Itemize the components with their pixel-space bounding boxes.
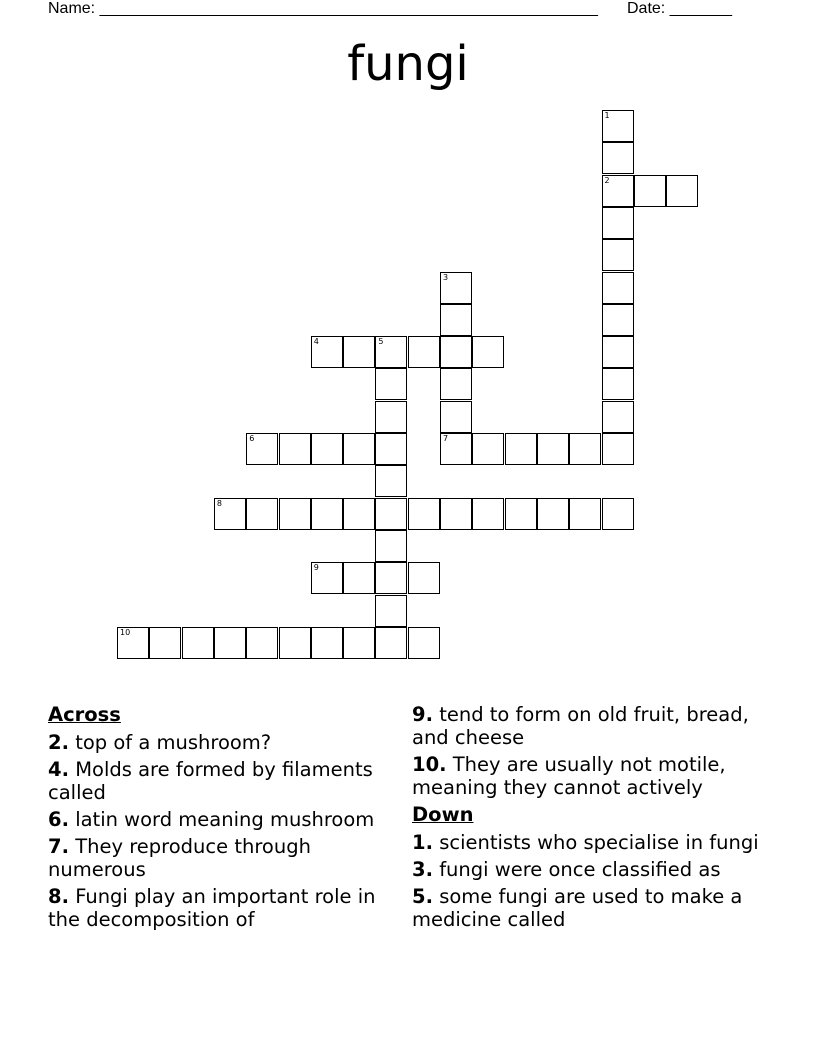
across-clue xyxy=(48,835,388,881)
crossword-cell[interactable] xyxy=(375,401,407,433)
clue-text: fungi were once classified as xyxy=(439,858,721,881)
clue-number-label: 5 xyxy=(378,337,384,347)
crossword-cell[interactable] xyxy=(375,595,407,627)
clue-number: 4. xyxy=(48,758,69,781)
clue-text: scientists who specialise in fungi xyxy=(439,831,759,854)
crossword-cell[interactable] xyxy=(602,401,634,433)
crossword-cell[interactable] xyxy=(214,627,246,659)
crossword-cell[interactable] xyxy=(440,304,472,336)
crossword-cell[interactable] xyxy=(343,498,375,530)
crossword-cell[interactable] xyxy=(602,304,634,336)
clue-number: 1. xyxy=(412,831,433,854)
crossword-cell[interactable] xyxy=(375,498,407,530)
crossword-cell[interactable] xyxy=(149,627,181,659)
across-clue xyxy=(412,703,762,749)
crossword-cell[interactable] xyxy=(214,498,246,530)
clue-text: latin word meaning mushroom xyxy=(75,808,375,831)
crossword-cell[interactable] xyxy=(505,433,537,465)
crossword-cell[interactable] xyxy=(440,433,472,465)
crossword-cell[interactable] xyxy=(602,110,634,142)
across-clue xyxy=(48,758,388,804)
crossword-cell[interactable] xyxy=(246,627,278,659)
crossword-cell[interactable] xyxy=(602,433,634,465)
clue-text: They are usually not motile, meaning they cannot actively xyxy=(412,753,726,799)
clues-right-column xyxy=(412,703,762,935)
crossword-cell[interactable] xyxy=(440,272,472,304)
crossword-cell[interactable] xyxy=(375,368,407,400)
crossword-cell[interactable] xyxy=(602,498,634,530)
clue-number: 5. xyxy=(412,885,433,908)
crossword-cell[interactable] xyxy=(602,207,634,239)
down-heading: Down xyxy=(412,803,474,826)
crossword-cell[interactable] xyxy=(602,272,634,304)
clue-text: top of a mushroom? xyxy=(75,731,272,754)
crossword-cell[interactable] xyxy=(246,433,278,465)
crossword-cell[interactable] xyxy=(375,627,407,659)
crossword-cell[interactable] xyxy=(311,498,343,530)
crossword-cell[interactable] xyxy=(375,433,407,465)
crossword-cell[interactable] xyxy=(182,627,214,659)
crossword-cell[interactable] xyxy=(311,562,343,594)
crossword-cell[interactable] xyxy=(343,627,375,659)
clue-number-label: 9 xyxy=(313,563,319,573)
crossword-cell[interactable] xyxy=(343,433,375,465)
across-clue xyxy=(48,731,388,754)
crossword-cell[interactable] xyxy=(472,336,504,368)
crossword-cell[interactable] xyxy=(569,498,601,530)
crossword-cell[interactable] xyxy=(117,627,149,659)
crossword-cell[interactable] xyxy=(246,498,278,530)
clues-left-column xyxy=(48,703,388,935)
crossword-cell[interactable] xyxy=(537,433,569,465)
clue-number-label: 3 xyxy=(443,272,449,282)
crossword-cell[interactable] xyxy=(408,498,440,530)
crossword-cell[interactable] xyxy=(408,627,440,659)
clue-number: 9. xyxy=(412,703,433,726)
crossword-cell[interactable] xyxy=(279,433,311,465)
down-clue xyxy=(412,858,762,881)
clue-number-label: 4 xyxy=(313,337,319,347)
crossword-cell[interactable] xyxy=(279,627,311,659)
crossword-cell[interactable] xyxy=(666,175,698,207)
crossword-cell[interactable] xyxy=(602,336,634,368)
crossword-cell[interactable] xyxy=(440,498,472,530)
crossword-cell[interactable] xyxy=(440,368,472,400)
crossword-cell[interactable] xyxy=(505,498,537,530)
across-heading: Across xyxy=(48,703,121,726)
down-clue xyxy=(412,831,762,854)
crossword-cell[interactable] xyxy=(343,336,375,368)
crossword-cell[interactable] xyxy=(375,465,407,497)
crossword-cell[interactable] xyxy=(279,498,311,530)
clue-text: They reproduce through numerous xyxy=(48,835,311,881)
clue-number: 7. xyxy=(48,835,69,858)
clue-number-label: 6 xyxy=(249,434,255,443)
crossword-cell[interactable] xyxy=(602,175,634,207)
across-clue xyxy=(48,885,388,931)
crossword-cell[interactable] xyxy=(472,498,504,530)
clue-number-label: 2 xyxy=(604,175,610,185)
clue-number: 3. xyxy=(412,858,433,881)
crossword-cell[interactable] xyxy=(602,142,634,174)
crossword-cell[interactable] xyxy=(375,530,407,562)
clue-number: 2. xyxy=(48,731,69,754)
crossword-cell[interactable] xyxy=(408,562,440,594)
crossword-cell[interactable] xyxy=(602,368,634,400)
crossword-cell[interactable] xyxy=(408,336,440,368)
across-clue xyxy=(48,808,388,831)
clue-number-label: 1 xyxy=(604,111,610,120)
clue-number: 10. xyxy=(412,753,447,776)
crossword-cell[interactable] xyxy=(440,336,472,368)
clue-text: some fungi are used to make a medicine called xyxy=(412,885,743,931)
crossword-cell[interactable] xyxy=(311,336,343,368)
clue-number: 6. xyxy=(48,808,69,831)
clue-number-label: 7 xyxy=(443,434,449,443)
crossword-cell[interactable] xyxy=(472,433,504,465)
clue-text: tend to form on old fruit, bread, and cheese xyxy=(412,703,749,749)
crossword-cell[interactable] xyxy=(311,433,343,465)
crossword-cell[interactable] xyxy=(343,562,375,594)
date-field-label: Date: _______ xyxy=(627,0,732,17)
crossword-cell[interactable] xyxy=(634,175,666,207)
crossword-cell[interactable] xyxy=(602,239,634,271)
crossword-cell[interactable] xyxy=(375,336,407,368)
crossword-cell[interactable] xyxy=(311,627,343,659)
clue-number-label: 8 xyxy=(216,498,222,508)
name-field-label: Name: ________________________________________________________ xyxy=(48,0,598,17)
across-clue xyxy=(412,753,762,799)
page-title: fungi xyxy=(347,36,469,92)
crossword-cell[interactable] xyxy=(537,498,569,530)
crossword-cell[interactable] xyxy=(569,433,601,465)
clue-text: Fungi play an important role in the decomposition of xyxy=(48,885,376,931)
clue-number: 8. xyxy=(48,885,69,908)
down-clue xyxy=(412,885,762,931)
crossword-cell[interactable] xyxy=(440,401,472,433)
clue-text: Molds are formed by filaments called xyxy=(48,758,373,804)
crossword-cell[interactable] xyxy=(375,562,407,594)
clue-number-label: 10 xyxy=(120,627,131,637)
